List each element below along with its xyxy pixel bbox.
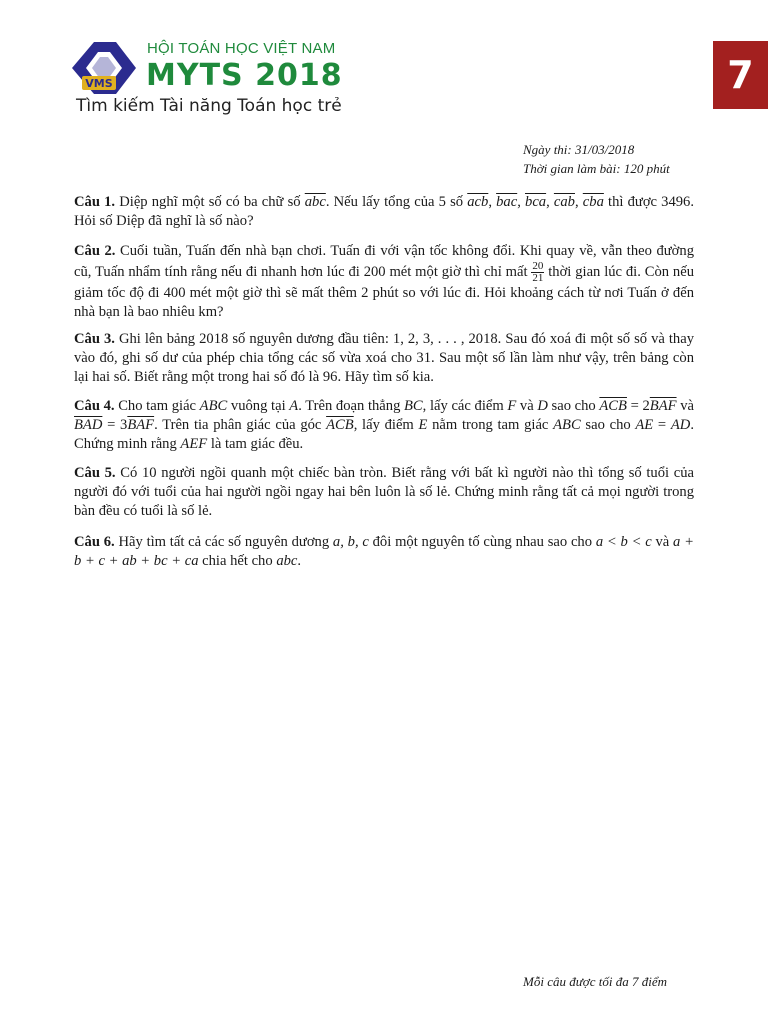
text-span: chia hết cho — [198, 553, 277, 569]
angle-baf: $\overline{BAF}$ — [127, 417, 155, 433]
text-span: = 3 — [102, 417, 128, 433]
text-span: , lấy các điểm — [422, 398, 508, 414]
text-span: và — [676, 398, 694, 414]
problem-label: Câu 1. — [74, 194, 116, 210]
text-span: , — [574, 194, 583, 210]
problem-label: Câu 6. — [74, 534, 115, 550]
fraction-denominator: 21 — [532, 272, 544, 284]
math-var: F — [507, 398, 517, 414]
problem-5 — [74, 464, 694, 521]
problem-3 — [74, 330, 694, 387]
math-expr: a < b < c — [595, 534, 652, 550]
problem-1 — [74, 193, 694, 231]
problem-label: Câu 2. — [74, 243, 116, 259]
math-expr: a + b + c + ab + bc + ca — [74, 534, 694, 569]
text-span: . Trên đoạn thẳng — [298, 398, 405, 414]
logo-badge-text: VMS — [85, 77, 113, 90]
angle-acb: $\overline{ACB}$ — [599, 398, 627, 414]
text-span: Cuối tuần, Tuấn đến nhà bạn chơi. Tuấn đi với vận tốc không đổi. Khi quay về, vẫn theo đường cũ, Tuấn nhẩm tính rằng nếu đi nhanh hơn lúc đi 200 mét một giờ thì chỉ mất — [74, 243, 694, 280]
text-span: . — [297, 553, 302, 569]
problem-6 — [74, 533, 694, 571]
scoring-note: Mỗi câu được tối đa 7 điểm — [523, 974, 668, 989]
contest-tagline: Tìm kiếm Tài năng Toán học trẻ — [76, 96, 342, 116]
angle-bad: $\overline{BAD}$ — [74, 417, 103, 433]
problem-text: Ghi lên bảng 2018 số nguyên dương đầu tiên: 1, 2, 3, . . . , 2018. Sau đó xoá đi một số số và thay vào đó, ghi số dư của phép chia tổng các số vừa xoá cho 31. Sau một số lần làm như vậy, trên bảng còn lại hai số. Biết rằng một trong hai số đó là 96. Hãy tìm số kia. — [74, 331, 694, 385]
math-expr: a, b, c — [332, 534, 369, 550]
text-span: sao cho — [547, 398, 600, 414]
organization-name: HỘI TOÁN HỌC VIỆT NAM — [147, 40, 336, 57]
text-span: Hãy tìm tất cả các số nguyên dương — [118, 534, 333, 550]
exam-duration: Thời gian làm bài: 120 phút — [523, 161, 670, 176]
text-span: = 2 — [626, 398, 650, 414]
math-var: AEF — [180, 436, 208, 452]
text-span: , — [488, 194, 497, 210]
text-span: . Trên tia phân giác của góc — [154, 417, 327, 433]
math-var: E — [418, 417, 428, 433]
text-span: Cho tam giác — [118, 398, 200, 414]
text-span: , lấy điểm — [353, 417, 419, 433]
number-bac: $\overline{bac}$ — [496, 194, 518, 210]
number-abc: $\overline{abc}$ — [304, 194, 326, 210]
text-span: . Nếu lấy tổng của 5 số — [325, 194, 468, 210]
fraction-numerator: 20 — [532, 260, 544, 272]
problem-text: Có 10 người ngồi quanh một chiếc bàn tròn. Biết rằng với bất kì người nào thì tổng số tuổi của người đó với tuổi của hai người ngồi ngay hai bên luôn là số lẻ. Chứng minh rằng tất cả mọi người trong bàn đều có tuổi là số lẻ. — [74, 465, 694, 519]
math-expr: abc — [276, 553, 298, 569]
grade-badge: 7 — [713, 41, 768, 109]
problem-label: Câu 5. — [74, 465, 116, 481]
number-cab: $\overline{cab}$ — [553, 194, 575, 210]
text-span: thời gian lúc đi. Còn nếu giảm tốc độ đi 400 mét một giờ thì sẽ mất thêm 2 phút so với lúc đi. Hỏi khoảng cách từ nơi Tuấn ở đến nhà bạn là bao nhiêu km? — [74, 263, 694, 320]
math-var: A — [289, 398, 299, 414]
exam-date: Ngày thi: 31/03/2018 — [523, 142, 635, 157]
problem-2 — [74, 242, 694, 322]
number-bca: $\overline{bca}$ — [525, 194, 547, 210]
fraction — [531, 261, 544, 284]
vms-logo — [70, 40, 138, 96]
problem-label: Câu 3. — [74, 331, 115, 347]
text-span: = — [653, 417, 671, 433]
math-var: AE — [635, 417, 654, 433]
text-span: , — [546, 194, 554, 210]
exam-meta — [523, 140, 670, 178]
angle-acb: $\overline{ACB}$ — [326, 417, 354, 433]
text-span: là tam giác đều. — [207, 436, 304, 452]
text-span: sao cho — [580, 417, 636, 433]
number-cba: $\overline{cba}$ — [582, 194, 604, 210]
text-span: thì được 3496. Hỏi số Diệp đã nghĩ là số nào? — [74, 194, 695, 229]
math-var: D — [537, 398, 548, 414]
text-span: Diệp nghĩ một số có ba chữ số — [119, 194, 305, 210]
text-span: đôi một nguyên tố cùng nhau sao cho — [368, 534, 596, 550]
problem-label: Câu 4. — [74, 398, 115, 414]
math-var: ABC — [199, 398, 228, 414]
text-span: , — [517, 194, 526, 210]
text-span: nằm trong tam giác — [427, 417, 554, 433]
text-span: và — [516, 398, 538, 414]
math-var: AD — [670, 417, 691, 433]
math-var: BC — [404, 398, 423, 414]
text-span: vuông tại — [227, 398, 290, 414]
problem-4 — [74, 397, 694, 454]
math-var: ABC — [553, 417, 581, 433]
text-span: và — [651, 534, 674, 550]
number-acb: $\overline{acb}$ — [467, 194, 489, 210]
contest-title: MYTS 2018 — [146, 58, 343, 93]
text-span: . Chứng minh rằng — [74, 417, 695, 452]
angle-baf: $\overline{BAF}$ — [649, 398, 677, 414]
